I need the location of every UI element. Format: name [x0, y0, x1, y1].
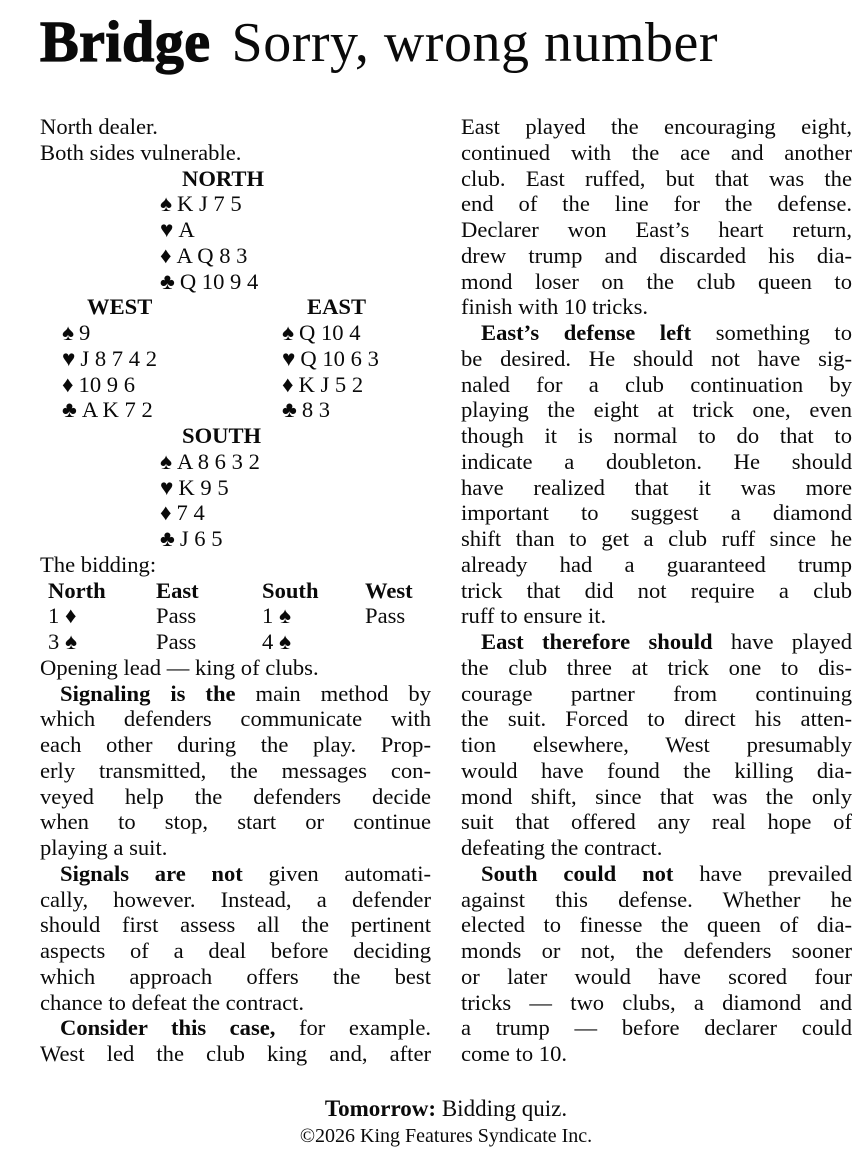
cards: A — [178, 217, 195, 242]
text-line: though it is normal to do that to — [461, 423, 852, 448]
cards: 9 — [79, 320, 91, 345]
spade-icon: ♠ — [160, 191, 173, 217]
cards: A 8 6 3 2 — [177, 448, 260, 474]
text-line: tion elsewhere, West presumably — [461, 732, 852, 757]
diamond-icon: ♦ — [160, 242, 172, 268]
text-line: East played the encouraging eight, — [461, 114, 852, 139]
north-suit-row — [40, 243, 431, 269]
bid-row — [40, 603, 431, 629]
text-line: East therefore should have played — [481, 629, 852, 654]
bid-cell: Pass — [156, 629, 197, 654]
west-east-suit-row — [40, 372, 431, 398]
bid-header-cell: South — [262, 577, 319, 603]
cards: Q 10 4 — [299, 320, 361, 345]
text-line: finish with 10 tricks. — [461, 294, 649, 320]
text-line: when to stop, start or continue — [40, 809, 431, 835]
text-line: courage partner from continuing — [461, 680, 852, 706]
text-line: should first assess all the pertinent — [40, 912, 431, 938]
east-label: EAST — [307, 294, 367, 320]
south-suit-row — [40, 500, 431, 526]
tomorrow-text: Bidding quiz. — [441, 1096, 568, 1121]
diamond-icon: ♦ — [160, 500, 172, 526]
text-line: defeating the contract. — [461, 835, 663, 860]
masthead — [40, 8, 852, 75]
hand-diagram — [40, 166, 431, 552]
south-hand — [40, 449, 431, 552]
bidding-title: The bidding: — [40, 551, 157, 577]
heart-icon: ♥ — [160, 474, 174, 500]
diamond-icon: ♦ — [62, 371, 74, 397]
heart-icon: ♥ — [62, 345, 76, 371]
cards: 10 9 6 — [78, 371, 136, 397]
text-line: indicate a doubleton. He should — [461, 448, 852, 474]
bid-header-cell: East — [156, 577, 199, 603]
text-line: a trump — before declarer could — [461, 1015, 852, 1041]
text-line: or later would have scored four — [461, 963, 852, 989]
cards: K J 5 2 — [298, 371, 364, 397]
south-suit-row — [40, 475, 431, 501]
north-hand — [40, 191, 431, 294]
cards: J 6 5 — [179, 526, 223, 551]
text-line: would have found the killing dia- — [461, 757, 852, 783]
text-line: club. East ruffed, but that was the — [461, 165, 852, 191]
copyright-line: ©2026 King Features Syndicate Inc. — [299, 1125, 593, 1147]
cards: J 8 7 4 2 — [80, 345, 157, 371]
west-east-suit-row — [40, 320, 431, 346]
bid-cell: 1 ♦ — [48, 603, 77, 629]
bidding-rows — [40, 603, 431, 655]
tomorrow-line — [40, 1094, 852, 1124]
right-paragraphs — [461, 114, 852, 1067]
spade-icon: ♠ — [160, 448, 173, 474]
text-line: trick that did not require a club — [461, 577, 852, 603]
bold-lead: Signaling is the — [60, 680, 236, 706]
west-suit-holding — [62, 397, 153, 423]
footer — [40, 1094, 852, 1149]
bid-cell: 1 ♠ — [262, 603, 291, 629]
text-line: have realized that it was more — [461, 474, 852, 500]
bold-lead: South could not — [481, 860, 674, 886]
article-columns — [40, 114, 852, 1067]
column-brand: Bridge — [40, 9, 211, 74]
south-suit-row — [40, 526, 431, 552]
west-east-hands — [40, 320, 431, 423]
text-line: which defenders communicate with — [40, 706, 431, 732]
tomorrow-label: Tomorrow: — [324, 1096, 437, 1121]
text-line: Signals are not given automati- — [60, 860, 431, 886]
column-headline: Sorry, wrong number — [231, 12, 719, 74]
text-line: important to suggest a diamond — [461, 500, 852, 526]
cards: Q 10 6 3 — [300, 345, 379, 371]
text-line: come to 10. — [461, 1041, 568, 1066]
spade-icon: ♠ — [282, 320, 295, 345]
text-line: chance to defeat the contract. — [40, 989, 305, 1015]
cards: K J 7 5 — [177, 191, 242, 217]
east-suit-holding — [282, 372, 363, 398]
bold-lead: East’s defense left — [481, 320, 692, 345]
heart-icon: ♥ — [160, 217, 174, 242]
text-line: which approach offers the best — [40, 963, 431, 989]
west-east-suit-row — [40, 346, 431, 372]
text-line: playing a suit. — [40, 835, 168, 860]
north-suit-row — [40, 217, 431, 243]
club-icon: ♣ — [160, 268, 175, 294]
bid-header-cell: North — [48, 577, 106, 603]
text-line: each other during the play. Prop- — [40, 732, 431, 757]
text-line: playing the eight at trick one, even — [461, 397, 852, 423]
text-line: mond shift, since that was the only — [461, 783, 852, 809]
text-line: West led the club king and, after — [40, 1041, 431, 1066]
bold-lead: Consider this case, — [60, 1015, 276, 1041]
cards: 8 3 — [301, 397, 331, 423]
bold-lead: Signals are not — [60, 860, 243, 886]
text-line: veyed help the defenders decide — [40, 783, 431, 809]
bid-cell: 3 ♠ — [48, 629, 77, 654]
cards: 7 4 — [176, 500, 205, 526]
text-line: suit that offered any real hope of — [461, 809, 852, 835]
text-line: cally, however. Instead, a defender — [40, 886, 431, 912]
text-line: against this defense. Whether he — [461, 886, 852, 912]
south-suit-row — [40, 449, 431, 475]
bid-cell: 4 ♠ — [262, 629, 291, 654]
cards: Q 10 9 4 — [179, 268, 259, 294]
heart-icon: ♥ — [282, 345, 296, 371]
west-suit-holding — [62, 346, 157, 372]
text-line: aspects of a deal before deciding — [40, 938, 431, 963]
dealer-line: North dealer. — [40, 114, 158, 139]
bid-cell: Pass — [156, 603, 197, 629]
west-east-suit-row — [40, 397, 431, 423]
text-line: Signaling is the main method by — [60, 680, 431, 706]
text-line: Consider this case, for example. — [60, 1015, 431, 1041]
right-column — [461, 114, 852, 1067]
text-line: naled for a club continuation by — [461, 371, 852, 397]
club-icon: ♣ — [160, 526, 175, 551]
text-line: monds or not, the defenders sooner — [461, 938, 852, 963]
text-line: end of the line for the defense. — [461, 191, 852, 217]
bold-lead: East therefore should — [481, 629, 713, 654]
spade-icon: ♠ — [62, 320, 75, 345]
opening-lead-line: Opening lead — king of clubs. — [40, 654, 319, 680]
bid-cell: Pass — [365, 603, 406, 629]
text-line: continued with the ace and another — [461, 139, 852, 165]
north-suit-row — [40, 269, 431, 295]
west-east-labels — [40, 294, 431, 320]
north-label: NORTH — [182, 165, 265, 191]
left-paragraphs — [40, 681, 431, 1067]
vulnerability-line: Both sides vulnerable. — [40, 139, 242, 165]
south-label: SOUTH — [182, 423, 262, 448]
text-line: East’s defense left something to — [481, 320, 852, 345]
text-line: mond loser on the club queen to — [461, 268, 852, 294]
bid-row — [40, 629, 431, 655]
text-line: shift than to get a club ruff since he — [461, 526, 852, 551]
text-line: Declarer won East’s heart return, — [461, 217, 852, 242]
left-column — [40, 114, 431, 1067]
cards: A Q 8 3 — [176, 242, 248, 268]
text-line: erly transmitted, the messages con- — [40, 757, 431, 783]
east-suit-holding — [282, 346, 379, 372]
east-suit-holding — [282, 320, 361, 346]
east-suit-holding — [282, 397, 330, 423]
cards: K 9 5 — [178, 474, 229, 500]
diamond-icon: ♦ — [282, 371, 294, 397]
north-suit-row — [40, 191, 431, 217]
club-icon: ♣ — [282, 397, 297, 423]
cards: A K 7 2 — [81, 397, 153, 423]
club-icon: ♣ — [62, 397, 77, 423]
west-label: WEST — [87, 294, 153, 320]
text-line: tricks — two clubs, a diamond and — [461, 989, 852, 1015]
bid-cell — [365, 629, 431, 655]
text-line: drew trump and discarded his dia- — [461, 242, 852, 268]
text-line: South could not have prevailed — [481, 860, 852, 886]
text-line: already had a guaranteed trump — [461, 551, 852, 577]
text-line: the suit. Forced to direct his atten- — [461, 706, 852, 732]
west-suit-holding — [62, 372, 135, 398]
text-line: ruff to ensure it. — [461, 603, 607, 629]
bidding-header-row — [40, 578, 431, 604]
west-suit-holding — [62, 320, 90, 346]
bid-header-cell: West — [365, 577, 413, 603]
text-line: the club three at trick one to dis- — [461, 654, 852, 680]
text-line: be desired. He should not have sig- — [461, 345, 852, 371]
text-line: elected to finesse the queen of dia- — [461, 912, 852, 938]
